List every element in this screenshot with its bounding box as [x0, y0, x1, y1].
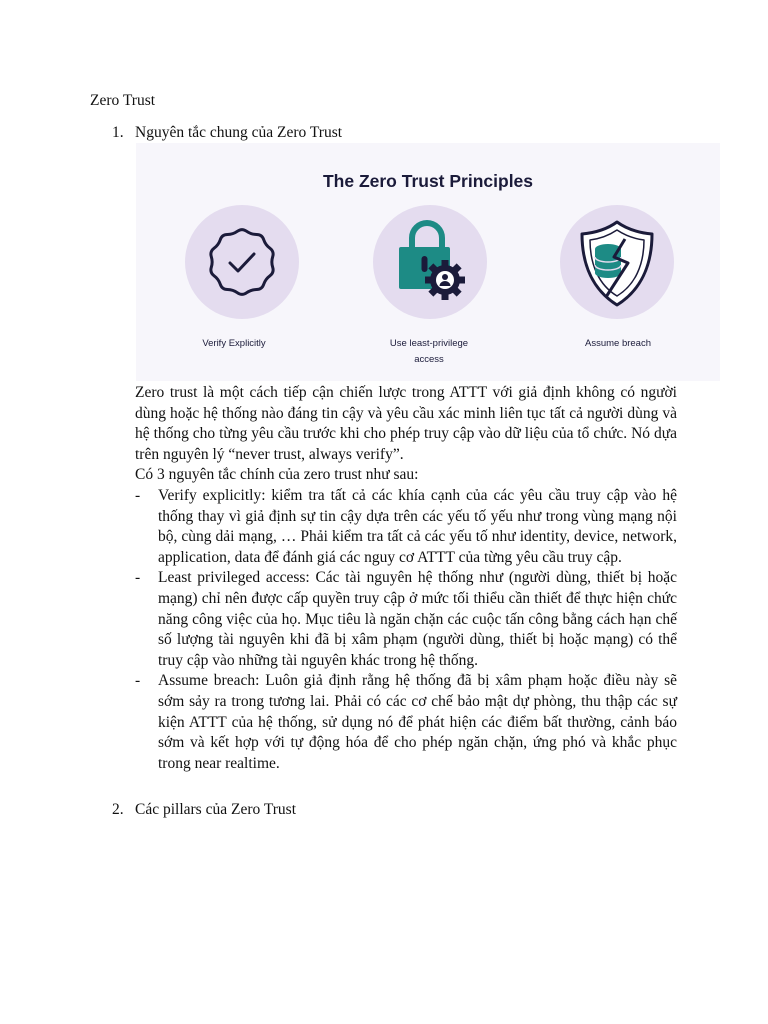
principle-2-label-line-1: Use least-privilege [389, 338, 469, 349]
list-item [135, 486, 677, 568]
section-1-heading [112, 124, 342, 142]
section-2-title: Các pillars của Zero Trust [135, 801, 297, 818]
zero-trust-principles-figure [136, 143, 720, 381]
principles-list [135, 486, 677, 774]
section-2-number: 2. [112, 801, 124, 818]
principle-assume-breach: Assume breach: Luôn giả định rằng hệ thống đã bị xâm phạm hoặc điều này sẽ sớm sảy ra trong tương lai. Phải có các cơ chế bảo mật dự phòng, thu thập các sự kiện ATTT của hệ thống, sử dụng nó để phát hiện các điểm bất thường, cảnh báo sớm và kết hợp với tự động hóa để cho phép ngăn chặn, ứng phó và khắc phục trong near realtime. [158, 672, 677, 772]
principle-1-label-line-1: Verify Explicitly [202, 338, 266, 349]
principle-verify-explicitly: Verify explicitly: kiểm tra tất cả các khía cạnh của các yêu cầu truy cập vào hệ thống thay vì giả định sự tin cậy dựa trên các yếu tố yếu như trong vùng mạng nội bộ, cùng dải mạng, … Phải kiểm tra tất cả các yếu tố như identity, device, network, application, data để đánh giá các nguy cơ ATTT của từng yêu cầu truy cập. [158, 486, 677, 566]
figure-title: The Zero Trust Principles [322, 171, 534, 191]
section-2-heading [112, 801, 296, 819]
verify-icon-circle [185, 205, 299, 319]
intro-paragraph: Zero trust là một cách tiếp cận chiến lược trong ATTT với giả định không có người dùng hoặc hệ thống nào đáng tin cậy và yêu cầu xác minh liên tục tất cả người dùng và hệ thống cho từng yêu cầu trước khi cho phép truy cập vào dữ liệu của tổ chức. Nó dựa trên nguyên lý “never trust, always verify”. [135, 384, 677, 463]
list-item [135, 671, 677, 774]
principle-2-label-line-2: access [414, 354, 444, 365]
principles-illustration [136, 143, 720, 381]
document-title: Zero Trust [90, 92, 156, 109]
section-1-title: Nguyên tắc chung của Zero Trust [135, 124, 343, 141]
section-1-number: 1. [112, 124, 124, 141]
principle-3-label-line-1: Assume breach [584, 338, 652, 349]
principle-least-privileged-access: Least privileged access: Các tài nguyên hệ thống như (người dùng, thiết bị hoặc mạng) chỉ nên được cấp quyền truy cập ở mức tối thiểu cần thiết để thực hiện chức năng công việc của họ. Mục tiêu là ngăn chặn các cuộc tấn công bằng cách hạn chế số lượng tài nguyên khi đã bị xâm phạm (người dùng, thiết bị hoặc mạng) có thể truy cập vào những tài nguyên khác trong hệ thống. [158, 569, 677, 669]
section-1-body [135, 383, 677, 774]
bullet-marker: - [135, 569, 141, 587]
bullet-marker: - [135, 486, 141, 504]
principles-intro: Có 3 nguyên tắc chính của zero trust như sau: [135, 466, 419, 484]
list-item [135, 568, 677, 671]
bullet-marker: - [135, 672, 141, 690]
